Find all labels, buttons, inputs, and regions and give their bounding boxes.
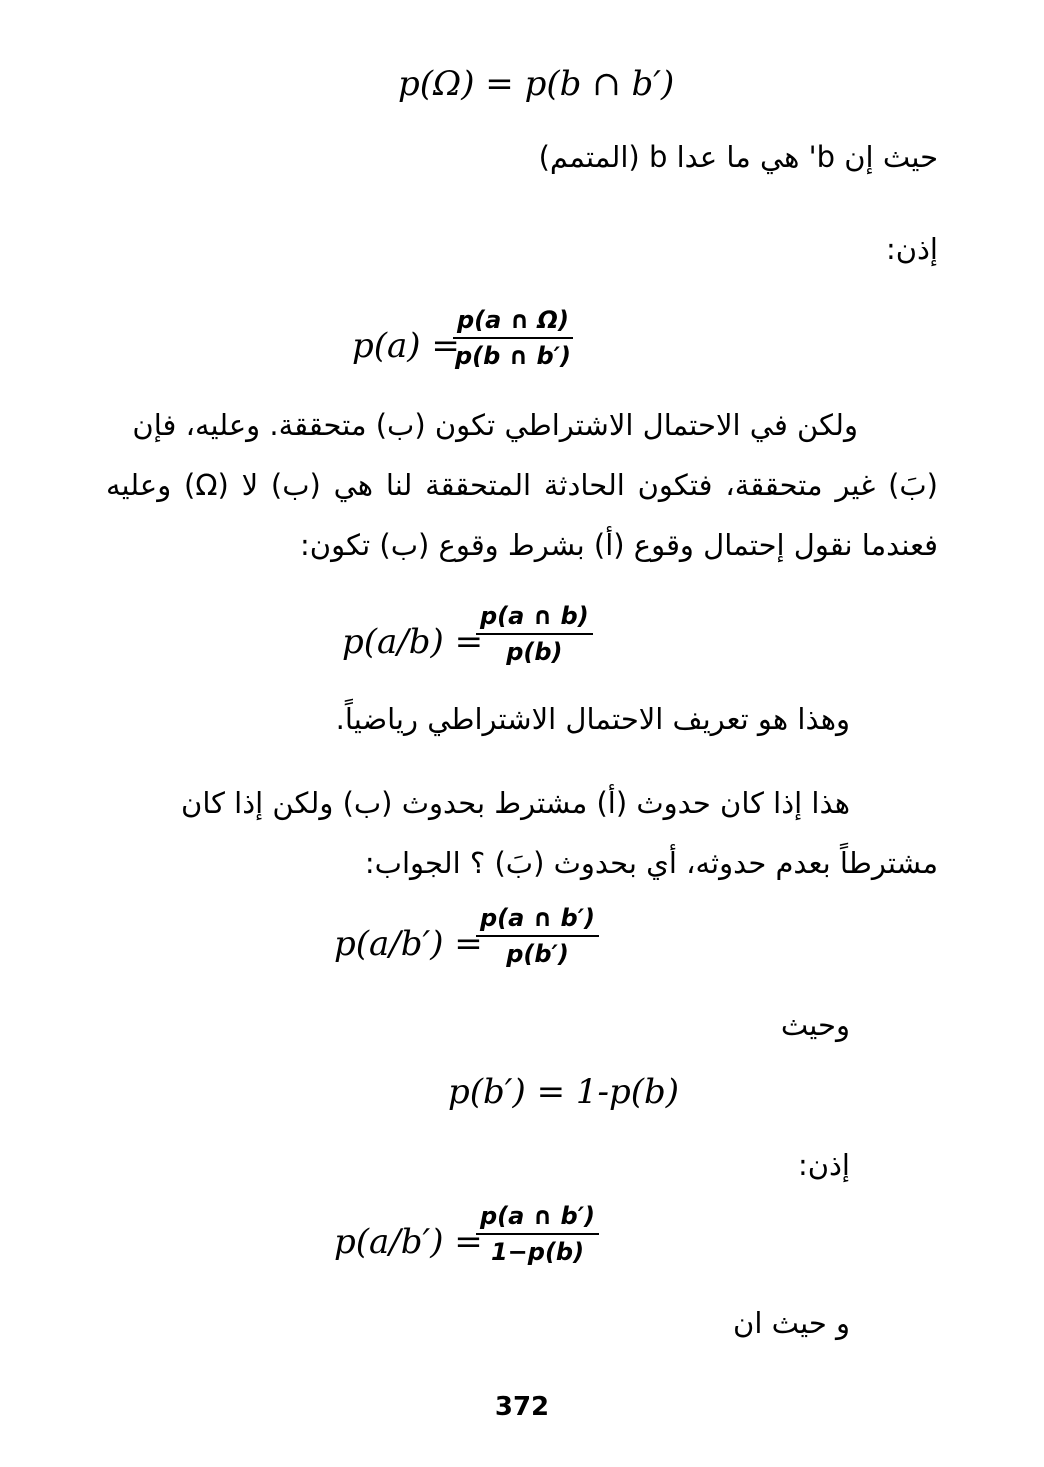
paragraph-1-line-2: (بَ) غير متحققة، فتكون الحادثة المتحققة لنا هي (ب) لا (Ω) وعليه [106,468,938,502]
fraction-complement-conditional [476,904,599,968]
fraction-numerator: p(a ∩ b) [476,602,593,635]
fraction-numerator: p(a ∩ b′) [476,904,599,937]
equation-complement-probability: p(b′) = 1-p(b) [448,1072,680,1112]
paragraph-2-line-1: هذا إذا كان حدوث (أ) مشترط بحدوث (ب) ولكن إذا كان [181,786,850,820]
paragraph-1-line-1: ولكن في الاحتمال الاشتراطي تكون (ب) متحققة. وعليه، فإن [132,408,858,442]
paragraph-2-line-2: مشترطاً بعدم حدوثه، أي بحدوث (بَ) ؟ الجواب: [364,846,938,880]
fraction-denominator: p(b ∩ b′) [454,342,571,370]
fraction-denominator: p(b′) [506,940,569,968]
fraction-conditional [476,602,593,666]
paragraph-1-line-3: فعندما نقول إحتمال وقوع (أ) بشرط وقوع (ب) تكون: [300,528,938,562]
fraction-numerator: p(a ∩ b′) [476,1202,599,1235]
fraction-numerator: p(a ∩ Ω) [453,306,573,339]
equation-complement-conditional-lhs: p(a/b′) = [334,924,483,964]
definition-line: وهذا هو تعريف الاحتمال الاشتراطي رياضياً. [335,702,850,736]
wahaith-label: وحيث [780,1008,850,1042]
page-number: 372 [494,1392,550,1422]
equation-final-lhs: p(a/b′) = [334,1222,483,1262]
equation-conditional-lhs: p(a/b) = [342,622,484,662]
idhan-label-1: إذن: [885,232,938,266]
fraction-final [476,1202,599,1266]
fraction-pa [453,306,573,370]
idhan-label-2: إذن: [797,1148,850,1182]
equation-pa-lhs: p(a) = [352,326,460,366]
wa-haith-an-label: و حيث ان [733,1306,850,1340]
fraction-denominator: 1−p(b) [490,1238,585,1266]
fraction-denominator: p(b) [506,638,563,666]
equation-omega: p(Ω) = p(b ∩ b′) [398,64,675,104]
complement-line: حيث إن b' هي ما عدا b (المتمم) [538,140,938,174]
